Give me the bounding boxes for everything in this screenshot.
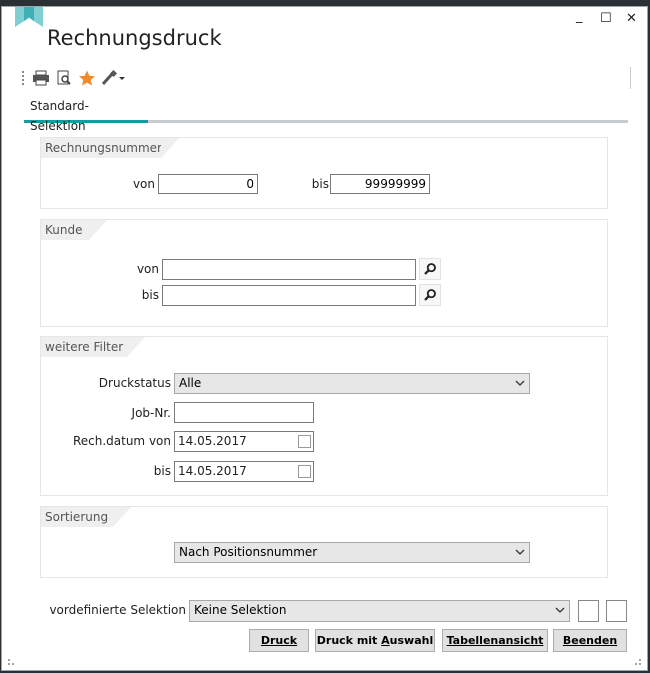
rechnungsnummer-von-input[interactable] [158,174,258,194]
tabellenansicht-label: Tabellenansicht [446,634,544,647]
toolbar-grip[interactable] [22,71,26,85]
selektion-save-button[interactable] [578,600,599,622]
kunde-bis-search-icon[interactable] [419,284,441,306]
druck-mit-auswahl-button[interactable] [315,629,435,652]
label-kunde-bis: bis [141,288,159,302]
sortierung-select[interactable] [174,542,530,563]
chevron-down-icon [515,549,525,556]
label-rech-datum-von: Rech.datum von [72,434,171,448]
rech-datum-bis-input[interactable] [174,461,314,482]
chevron-down-icon [515,380,525,387]
tabellenansicht-button[interactable] [442,629,548,652]
app-window [1,6,648,671]
label-rechnungsnummer-von: von [132,177,155,191]
beenden-label: Beenden [562,634,618,647]
vordefinierte-selektion-value: Keine Selektion [194,603,287,617]
maximize-button[interactable]: ☐ [600,11,612,26]
label-kunde-von: von [136,262,159,276]
druck-button[interactable] [249,629,309,652]
label-job-nr: Job-Nr. [131,406,171,420]
toolbar [22,67,631,89]
label-rechnungsnummer-bis: bis [311,177,329,191]
druck-auswahl-post: uswahl [389,634,434,647]
chevron-down-icon [555,607,565,614]
minimize-button[interactable]: _ [576,9,583,24]
page-title: Rechnungsdruck [47,26,222,50]
group-rechnungsnummer [40,137,608,209]
group-heading: Rechnungsnummer [41,138,161,158]
brush-icon[interactable] [100,70,126,86]
druckstatus-value: Alle [179,376,202,390]
resize-grip-right-icon[interactable] [632,656,642,666]
kunde-von-input[interactable] [162,259,416,280]
tab-bar [24,96,628,133]
rech-datum-von-input[interactable] [174,431,314,452]
beenden-button[interactable] [553,629,627,652]
calendar-icon[interactable] [298,435,311,448]
sortierung-value: Nach Positionsnummer [179,545,318,559]
group-sortierung [40,506,608,578]
printer-icon[interactable] [32,70,50,86]
rechnungsnummer-bis-input[interactable] [330,174,430,194]
label-vordefinierte-selektion: vordefinierte Selektion [49,603,186,617]
kunde-bis-input[interactable] [162,285,416,306]
label-druckstatus: Druckstatus [98,376,171,390]
preview-icon[interactable] [55,70,73,86]
rech-datum-bis-value: 14.05.2017 [178,464,247,478]
close-button[interactable]: ✕ [626,11,637,26]
group-kunde [40,219,608,327]
druckstatus-select[interactable] [174,373,530,394]
label-rech-datum-bis: bis [153,464,171,478]
druck-auswahl-mnemonic: A [381,634,390,647]
rech-datum-von-value: 14.05.2017 [178,434,247,448]
favorite-star-icon[interactable] [78,70,96,86]
group-weitere-filter [40,336,608,496]
druck-label: Druck [260,634,298,647]
group-heading: Sortierung [41,507,113,527]
group-heading: weitere Filter [41,337,127,357]
druck-auswahl-pre: Druck mit [316,634,382,647]
calendar-icon[interactable] [298,465,311,478]
selektion-delete-button[interactable] [606,600,627,622]
tab-standard-selektion[interactable]: Standard-Selektion [24,96,148,123]
job-nr-input[interactable] [174,402,314,423]
group-heading: Kunde [41,220,89,240]
bookmark-icon [15,7,43,27]
resize-grip-left-icon[interactable] [7,656,17,666]
kunde-von-search-icon[interactable] [419,258,441,280]
vordefinierte-selektion-select[interactable] [189,600,570,622]
